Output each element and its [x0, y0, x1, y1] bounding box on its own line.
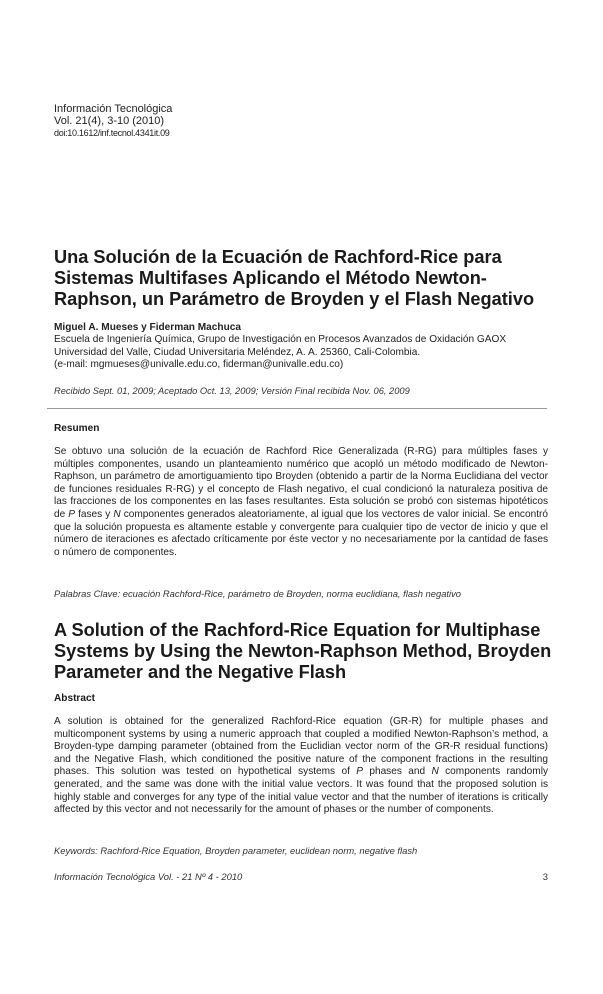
title-english-line: A Solution of the Rachford-Rice Equation for Multiphase [54, 620, 541, 640]
variable-p: P [68, 508, 76, 520]
resumen-heading: Resumen [54, 423, 100, 434]
resumen-text [54, 446, 548, 559]
page-footer [54, 871, 548, 882]
author-emails: (e-mail: mgmueses@univalle.edu.co, fiderman@univalle.edu.co) [54, 358, 344, 370]
variable-n: N [431, 766, 439, 778]
variable-n: N [113, 508, 121, 520]
abstract-text-part: components randomly generated, and the same was done with the initial value vectors. It was found that the proposed solution is highly stable and converges for any type of the initial value vector and that the number of iterations is critically affected by this vector and not necessarily for the amount of phases or the number of components. [54, 766, 548, 816]
variable-p: P [356, 766, 363, 778]
author-names: Miguel A. Mueses y Fiderman Machuca [54, 322, 241, 333]
resumen-text-part: Se obtuvo una solución de la ecuación de Rachford Rice Generalizada (R-RG) para múltiples fases y múltiples componentes, usando un planteamiento numérico que acopló un método modificado de Newton-Raphson, un parámetro de amortiguamiento tipo Broyden (obtenido a partir de la Norma Euclidiana del vector de funciones residuales R-RG) y el concepto de Flash negativo, el cual condicionó la naturaleza positiva de las fracciones de los componentes en las fases resultantes. Esta solución se probó con sistemas hipotéticos de [54, 446, 548, 520]
page-number: 3 [542, 871, 548, 882]
horizontal-divider [47, 408, 547, 409]
submission-dates: Recibido Sept. 01, 2009; Aceptado Oct. 13, 2009; Versión Final recibida Nov. 06, 2009 [54, 386, 410, 396]
title-spanish-line: Raphson, un Parámetro de Broyden y el Flash Negativo [54, 289, 535, 309]
resumen-text-part: fases y [75, 508, 114, 520]
title-spanish [54, 247, 554, 310]
title-english-line: Systems by Using the Newton-Raphson Method, Broyden [54, 641, 552, 661]
keywords: Keywords: Rachford-Rice Equation, Broyden parameter, euclidean norm, negative flash [54, 845, 418, 856]
authors-block [54, 322, 554, 371]
journal-header [54, 103, 172, 139]
abstract-text [54, 716, 548, 817]
resumen-text-part: componentes generados aleatoriamente, al igual que los vectores de valor inicial. Se encontró que la solución propuesta es altamente estable y convergente para cualquier tipo de vector de inicio y que el número de iteraciones es afectado críticamente por éste vector y no necesariamente por la cantidad de fases o número de componentes. [54, 508, 548, 558]
affiliation-line: Universidad del Valle, Ciudad Universitaria Meléndez, A. A. 25360, Cali-Colombia. [54, 346, 421, 358]
title-spanish-line: Una Solución de la Ecuación de Rachford-Rice para [54, 247, 502, 267]
affiliation-line: Escuela de Ingeniería Química, Grupo de Investigación en Procesos Avanzados de Oxidación GAOX [54, 334, 507, 346]
journal-name: Información Tecnológica [54, 103, 173, 115]
abstract-text-part: phases and [362, 766, 432, 778]
title-spanish-line: Sistemas Multifases Aplicando el Método Newton- [54, 268, 487, 288]
journal-doi: doi:10.1612/inf.tecnol.4341it.09 [54, 128, 170, 138]
abstract-heading: Abstract [54, 693, 95, 704]
abstract-text-part: A solution is obtained for the generalized Rachford-Rice equation (GR-R) for multiple phases and multicomponent systems by using a numeric approach that coupled a modified Newton-Raphson’s method, a Broyden-type damping parameter (obtained from the Euclidian vector norm of the GR-R residual functions) and the Negative Flash, which conditioned the positive nature of the component fractions in the resulting phases. This solution was tested on hypothetical systems of [54, 716, 548, 778]
title-english-line: Parameter and the Negative Flash [54, 662, 347, 682]
footer-journal-issue: Información Tecnológica Vol. - 21 Nº 4 - 2010 [54, 871, 243, 882]
palabras-clave: Palabras Clave: ecuación Rachford-Rice, parámetro de Broyden, norma euclidiana, flash negativo [54, 588, 461, 599]
journal-volume: Vol. 21(4), 3-10 (2010) [54, 115, 165, 127]
title-english [54, 620, 554, 683]
